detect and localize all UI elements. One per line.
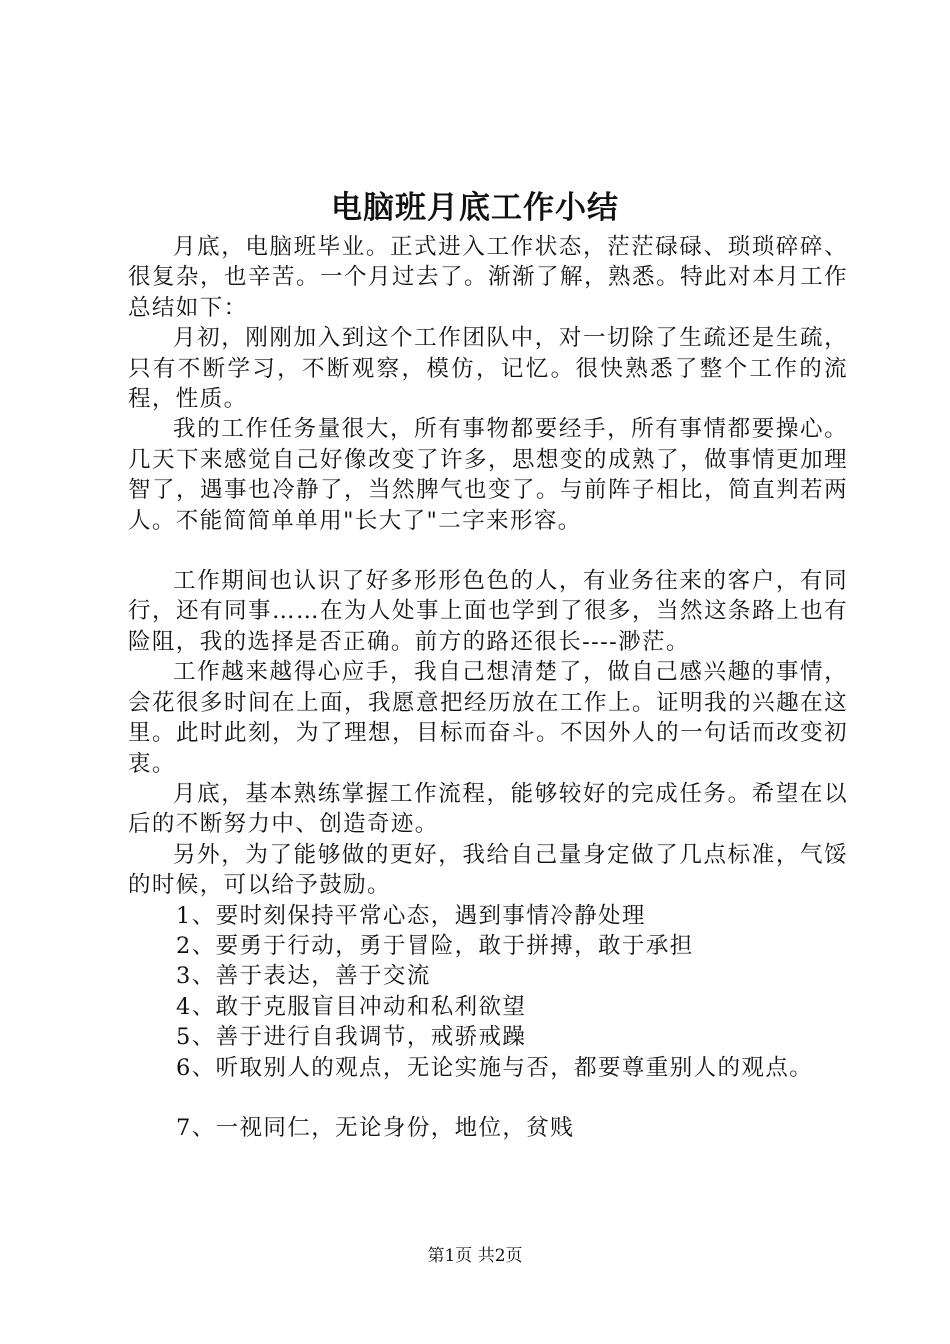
page-footer: 第1页 共2页 [427, 1246, 523, 1266]
list-item: 7、一视同仁，无论身份，地位，贫贱 [176, 1114, 575, 1141]
document-title: 电脑班月底工作小结 [331, 190, 619, 226]
list-item: 6、听取别人的观点，无论实施与否，都要尊重别人的观点。 [176, 1054, 814, 1081]
paragraph-standards-intro: 另外，为了能够做的更好，我给自己量身定做了几点标准，气馁的时候，可以给予鼓励。 [128, 841, 848, 899]
list-item: 4、敢于克服盲目冲动和私利欲望 [176, 993, 527, 1020]
paragraph-workload: 我的工作任务量很大，所有事物都要经手，所有事情都要操心。几天下来感觉自己好像改变了许多，思想变的成熟了，做事情更加理智了，遇事也冷静了，当然脾气也变了。与前阵子相比，简直判若两人。不能简简单单用"长大了"二字来形容。 [128, 416, 848, 534]
list-item: 3、善于表达，善于交流 [176, 963, 431, 990]
list-item: 2、要勇于行动，勇于冒险，敢于拼搏，敢于承担 [176, 932, 694, 959]
list-item: 1、要时刻保持平常心态，遇到事情冷静处理 [176, 902, 646, 929]
paragraph-intro: 月底，电脑班毕业。正式进入工作状态，茫茫碌碌、琐琐碎碎、很复杂，也辛苦。一个月过去了。渐渐了解，熟悉。特此对本月工作总结如下： [128, 234, 848, 321]
paragraph-people: 工作期间也认识了好多形形色色的人，有业务往来的客户，有同行，还有同事……在为人处事上面也学到了很多，当然这条路上也有险阻，我的选择是否正确。前方的路还很长----渺茫。 [128, 568, 848, 655]
paragraph-start-of-month: 月初，刚刚加入到这个工作团队中，对一切除了生疏还是生疏，只有不断学习，不断观察，模仿，记忆。很快熟悉了整个工作的流程，性质。 [128, 325, 848, 413]
document-body [128, 232, 848, 1143]
paragraph-interest: 工作越来越得心应手，我自己想清楚了，做自己感兴趣的事情，会花很多时间在上面，我愿意把经历放在工作上。证明我的兴趣在这里。此时此刻，为了理想，目标而奋斗。不因外人的一句话而改变初衷。 [128, 659, 848, 777]
paragraph-end-of-month: 月底，基本熟练掌握工作流程，能够较好的完成任务。希望在以后的不断努力中、创造奇迹。 [128, 780, 848, 838]
list-item: 5、善于进行自我调节，戒骄戒躁 [176, 1024, 527, 1051]
